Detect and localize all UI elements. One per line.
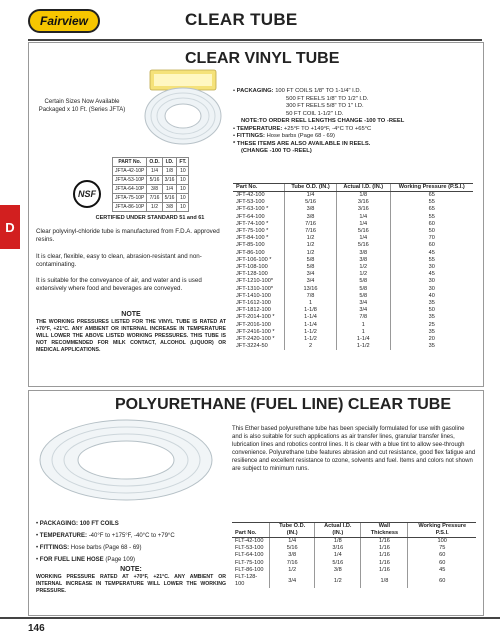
value-cell: 3/8	[270, 552, 315, 559]
value-cell: 3/8	[285, 214, 337, 221]
table-row	[232, 538, 476, 546]
value-cell: 1/8	[337, 192, 391, 200]
cell: JFTA-86-10P	[113, 203, 147, 212]
part-number-cell: JFT-63-100 *	[236, 206, 269, 213]
col-part-no: Part No.	[232, 523, 270, 538]
value-cell: 5/16	[337, 242, 391, 249]
poly-note-title: NOTE:	[120, 566, 142, 573]
page-header	[0, 0, 500, 44]
table-row	[233, 221, 473, 228]
part-number-cell: JFT-84-100 *	[236, 235, 269, 242]
value-cell: 65	[390, 192, 473, 200]
part-number-cell: JFT-2420-100 *	[236, 336, 275, 343]
value-cell: 1/4	[270, 538, 315, 546]
value-cell: 30	[390, 286, 473, 293]
part-number-cell: JFT-74-100 *	[236, 220, 269, 227]
table-row	[233, 314, 473, 321]
part-number-cell: JFT-1310-100*	[236, 285, 274, 292]
value-cell: 5/16	[270, 545, 315, 552]
value-cell: 1/16	[361, 567, 408, 574]
table-row	[233, 343, 473, 350]
value-cell: 3/16	[315, 545, 361, 552]
footer-divider	[0, 617, 500, 619]
value-cell: 7/8	[337, 314, 391, 321]
value-cell: 35	[390, 314, 473, 321]
value-cell: 45	[390, 271, 473, 278]
value-cell: 75	[408, 545, 476, 552]
value-cell: 1-1/2	[285, 329, 337, 336]
value-cell: 7/16	[285, 221, 337, 228]
cell: 10	[177, 167, 189, 176]
value-cell: 3/4	[337, 307, 391, 314]
brand-name: Fairview	[39, 14, 89, 28]
col-wall-thickness: Wall Thickness	[361, 523, 408, 538]
value-cell: 1-1/8	[285, 307, 337, 314]
value-cell: 45	[390, 250, 473, 257]
table-row	[113, 185, 189, 194]
value-cell: 1/4	[315, 552, 361, 559]
part-number-cell: FLT-42-100	[235, 538, 264, 544]
table-row	[233, 199, 473, 206]
value-cell: 5/8	[337, 293, 391, 300]
part-number-cell: FLT-128-100	[235, 574, 258, 588]
value-cell: 60	[390, 221, 473, 228]
value-cell: 55	[390, 214, 473, 221]
col-ft: FT.	[177, 158, 189, 167]
value-cell: 1/2	[337, 271, 391, 278]
value-cell: 1/4	[285, 192, 337, 200]
value-cell: 1/2	[285, 250, 337, 257]
value-cell: 2	[285, 343, 337, 350]
vinyl-packaged-table	[112, 157, 189, 212]
value-cell: 1/4	[337, 235, 391, 242]
part-number-cell: JFT-1410-100	[236, 292, 271, 299]
header-divider	[28, 39, 482, 41]
value-cell: 3/8	[337, 250, 391, 257]
vinyl-spec-list	[233, 88, 473, 156]
poly-packaging-spec: • PACKAGING: 100 FT COILS	[36, 521, 119, 527]
value-cell: 45	[408, 567, 476, 574]
value-cell: 7/16	[270, 560, 315, 567]
value-cell: 55	[390, 199, 473, 206]
value-cell: 1/2	[285, 235, 337, 242]
part-number-cell: JFT-128-100	[236, 271, 268, 278]
part-number-cell: JFT-108-100	[236, 264, 268, 271]
cell: 10	[177, 203, 189, 212]
cell: JFTA-53-10P	[113, 176, 147, 185]
value-cell: 3/8	[315, 567, 361, 574]
value-cell: 30	[390, 264, 473, 271]
col-part: PART No.	[113, 158, 147, 167]
table-row	[113, 194, 189, 203]
value-cell: 20	[390, 336, 473, 343]
table-row	[232, 567, 476, 574]
part-number-cell: JFT-85-100	[236, 242, 265, 249]
part-number-cell: JFT-86-100	[236, 249, 265, 256]
value-cell: 5/16	[285, 199, 337, 206]
table-row	[232, 552, 476, 559]
cell: 1/2	[147, 203, 162, 212]
value-cell: 65	[390, 206, 473, 213]
cell: 1/4	[162, 185, 177, 194]
table-row	[113, 203, 189, 212]
poly-fittings-spec: • FITTINGS: Hose barbs (Page 68 - 69)	[36, 545, 142, 551]
table-row	[232, 574, 476, 588]
cell: 5/16	[147, 176, 162, 185]
value-cell: 50	[390, 228, 473, 235]
part-number-cell: JFT-1210-100*	[236, 278, 274, 285]
vinyl-paragraph-2: It is clear, flexible, easy to clean, abrasion-resistant and non-contaminating.	[36, 253, 202, 268]
value-cell: 1/16	[361, 538, 408, 546]
value-cell: 1-1/2	[337, 343, 391, 350]
value-cell: 60	[408, 552, 476, 559]
table-row	[233, 235, 473, 242]
value-cell: 1/2	[337, 264, 391, 271]
value-cell: 3/4	[285, 271, 337, 278]
table-row	[233, 336, 473, 343]
value-cell: 3/16	[337, 206, 391, 213]
section-tab-letter: D	[5, 219, 15, 235]
value-cell: 5/8	[285, 257, 337, 264]
part-number-cell: FLT-86-100	[235, 566, 264, 573]
poly-fuel-line-spec: • FOR FUEL LINE HOSE (Page 109)	[36, 557, 136, 563]
value-cell: 1/8	[315, 538, 361, 546]
part-number-cell: JFT-2014-100 *	[236, 314, 275, 321]
cell: 3/8	[147, 185, 162, 194]
part-number-cell: JFT-2016-100	[236, 321, 271, 328]
poly-description: This Ether based polyurethane tube has been specially formulated for use with gasoline and is also suitable for such applications as air transfer lines, granular transfer lines, lubrication lines and robotics control lines. It is clear with a blue tint to allow see-through convenience. Polyurethane tube features abrasion and cut resistance, good flex fatigue and resilience and excellent resistance to ozone, solvents and fuel. Items and colors not shown are subject to minimum runs.	[232, 426, 476, 472]
cell: 3/8	[162, 203, 177, 212]
value-cell: 40	[390, 293, 473, 300]
value-cell: 1-1/4	[337, 336, 391, 343]
section-tab	[0, 205, 20, 249]
value-cell: 1	[337, 322, 391, 329]
col-working-pressure: Working Pressure P.S.I.	[408, 523, 476, 538]
reels-sub-note: (CHANGE -100 TO -REEL)	[241, 148, 312, 154]
part-number-cell: JFT-2416-100 *	[236, 328, 275, 335]
cell: 10	[177, 185, 189, 194]
col-working-pressure: Working Pressure (P.S.I.)	[390, 184, 473, 192]
cell: JFTA-64-10P	[113, 185, 147, 194]
temperature-spec: • TEMPERATURE: +25°F TO +149°F, -4°C TO +65°C	[233, 125, 372, 132]
part-number-cell: FLT-53-100	[235, 545, 264, 552]
table-header-row	[232, 523, 476, 538]
value-cell: 50	[390, 307, 473, 314]
value-cell: 1-1/4	[285, 322, 337, 329]
value-cell: 35	[390, 329, 473, 336]
packaging-line: 50 FT COIL 1-1/2" I.D.	[286, 110, 344, 117]
poly-spec-table	[232, 522, 476, 588]
cell: 10	[177, 176, 189, 185]
table-row	[233, 322, 473, 329]
value-cell: 1/16	[361, 552, 408, 559]
value-cell: 1	[285, 300, 337, 307]
value-cell: 5/8	[337, 286, 391, 293]
table-row	[232, 545, 476, 552]
value-cell: 25	[390, 322, 473, 329]
col-id: I.D.	[162, 158, 177, 167]
vinyl-coil-image	[136, 68, 230, 148]
vinyl-paragraph-3: It is suitable for the conveyance of air, and water and is used extensively where food and beverages are conveyed.	[36, 277, 202, 292]
table-row	[233, 192, 473, 200]
vinyl-spec-table	[233, 183, 473, 350]
value-cell: 1/4	[337, 221, 391, 228]
col-actual-id: Actual I.D. (IN.)	[315, 523, 361, 538]
value-cell: 1-1/2	[285, 336, 337, 343]
value-cell: 35	[390, 343, 473, 350]
table-row	[233, 242, 473, 249]
part-number-cell: JFT-1612-100	[236, 300, 271, 307]
value-cell: 5/16	[315, 560, 361, 567]
value-cell: 13/16	[285, 286, 337, 293]
value-cell: 3/4	[337, 300, 391, 307]
table-row	[233, 250, 473, 257]
value-cell: 30	[390, 278, 473, 285]
page-title: CLEAR TUBE	[185, 10, 298, 29]
table-row	[233, 264, 473, 271]
value-cell: 3/4	[285, 278, 337, 285]
col-tube-od: Tube O.D. (IN.)	[270, 523, 315, 538]
value-cell: 70	[390, 235, 473, 242]
vinyl-section-title: CLEAR VINYL TUBE	[185, 50, 340, 67]
cell: 10	[177, 194, 189, 203]
poly-temperature-spec: • TEMPERATURE: -40°F to +175°F, -40°C to +79°C	[36, 533, 175, 539]
part-number-cell: FLT-64-100	[235, 552, 264, 559]
table-row	[233, 214, 473, 221]
part-number-cell: JFT-106-100 *	[236, 256, 272, 263]
part-number-cell: JFT-3224-50	[236, 343, 268, 350]
table-row	[233, 257, 473, 264]
table-row	[233, 300, 473, 307]
vinyl-packaged-note: Certain Sizes Now Available Packaged x 10 Ft. (Series JFTA)	[38, 99, 126, 113]
poly-spec-list	[36, 518, 226, 566]
value-cell: 55	[390, 257, 473, 264]
cell: 1/8	[162, 167, 177, 176]
packaging-note: NOTE:TO ORDER REEL LENGTHS CHANGE -100 TO -REEL	[241, 118, 405, 124]
part-number-cell: FLT-75-100	[235, 559, 264, 566]
value-cell: 100	[408, 538, 476, 546]
value-cell: 1/4	[337, 214, 391, 221]
value-cell: 3/16	[337, 199, 391, 206]
certification-text: CERTIFIED UNDER STANDARD 51 and 61	[95, 215, 205, 221]
table-row	[233, 206, 473, 213]
value-cell: 1/2	[315, 574, 361, 588]
value-cell: 1/8	[361, 574, 408, 588]
vinyl-paragraph-1: Clear polyvinyl-chloride tube is manufactured from F.D.A. approved resins.	[36, 228, 220, 243]
value-cell: 60	[408, 560, 476, 567]
value-cell: 60	[408, 574, 476, 588]
value-cell: 3/8	[285, 206, 337, 213]
cell: 5/16	[162, 194, 177, 203]
page-number: 146	[28, 623, 45, 634]
part-number-cell: JFT-42-100	[236, 192, 265, 198]
poly-note-body: WORKING PRESSURE RATED AT +70°F, +21°C. ANY AMBIENT OR INTERNAL INCREASE IN TEMPERATURE WILL LOWER THE WORKING PRESSURE.	[36, 574, 226, 594]
cell: 7/16	[147, 194, 162, 203]
table-header-row	[113, 158, 189, 167]
reels-note: * THESE ITEMS ARE ALSO AVAILABLE IN REELS.	[233, 140, 371, 147]
value-cell: 5/16	[337, 228, 391, 235]
part-number-cell: JFT-1812-100	[236, 307, 271, 314]
value-cell: 60	[390, 242, 473, 249]
value-cell: 3/4	[270, 574, 315, 588]
table-row	[233, 329, 473, 336]
value-cell: 35	[390, 300, 473, 307]
value-cell: 1/16	[361, 545, 408, 552]
cell: 1/4	[147, 167, 162, 176]
value-cell: 1/2	[270, 567, 315, 574]
part-number-cell: JFT-75-100 *	[236, 228, 269, 235]
value-cell: 7/8	[285, 293, 337, 300]
polyurethane-coil-image	[36, 416, 216, 504]
value-cell: 1	[337, 329, 391, 336]
table-row	[233, 228, 473, 235]
vinyl-note-body: THE WORKING PRESSURES LISTED FOR THE VINYL TUBE IS RATED AT +70°F, +21°C. ANY AMBIENT OR INTERNAL INCREASE IN TEMPERATURE WILL LOWER THE ABOVE LISTED WORKING PRESSURES. THIS TUBE IS NOT RECOMMENDED FOR MILK CONTACT, ALCOHOL (LIQUOR) OR MEDICAL APPLICATIONS.	[36, 319, 226, 353]
col-part-no: Part No.	[233, 184, 285, 192]
table-row	[113, 176, 189, 185]
cell: JFTA-75-10P	[113, 194, 147, 203]
value-cell: 1-1/4	[285, 314, 337, 321]
cell: 3/16	[162, 176, 177, 185]
part-number-cell: JFT-53-100	[236, 199, 265, 206]
value-cell: 1/16	[361, 560, 408, 567]
packaging-line: 300 FT REELS 5/8" TO 1" I.D.	[286, 103, 364, 109]
part-number-cell: JFT-64-100	[236, 213, 265, 220]
table-row	[233, 286, 473, 293]
col-actual-id: Actual I.D. (IN.)	[337, 184, 391, 192]
table-header-row	[233, 184, 473, 192]
value-cell: 7/16	[285, 228, 337, 235]
table-row	[233, 271, 473, 278]
fittings-spec: • FITTINGS: Hose barbs (Page 68 - 69)	[233, 133, 335, 139]
table-row	[233, 307, 473, 314]
cell: JFTA-42-10P	[113, 167, 147, 176]
packaging-spec: • PACKAGING: 100 FT COILS 1/8" TO 1-1/4" I.D.	[233, 88, 362, 94]
value-cell: 3/8	[337, 257, 391, 264]
table-row	[232, 560, 476, 567]
table-row	[113, 167, 189, 176]
col-od: O.D.	[147, 158, 162, 167]
value-cell: 1/2	[285, 242, 337, 249]
col-tube-od: Tube O.D. (IN.)	[285, 184, 337, 192]
poly-section-title: POLYURETHANE (FUEL LINE) CLEAR TUBE	[115, 396, 452, 413]
packaging-line: 500 FT REELS 1/8" TO 1/2" I.D.	[286, 95, 369, 102]
table-row	[233, 278, 473, 285]
nsf-certification-logo	[73, 180, 101, 208]
vinyl-note-title: NOTE	[121, 311, 141, 318]
nsf-logo-text: NSF	[78, 189, 96, 199]
value-cell: 5/8	[285, 264, 337, 271]
table-row	[233, 293, 473, 300]
value-cell: 5/8	[337, 278, 391, 285]
brand-logo	[28, 9, 100, 33]
